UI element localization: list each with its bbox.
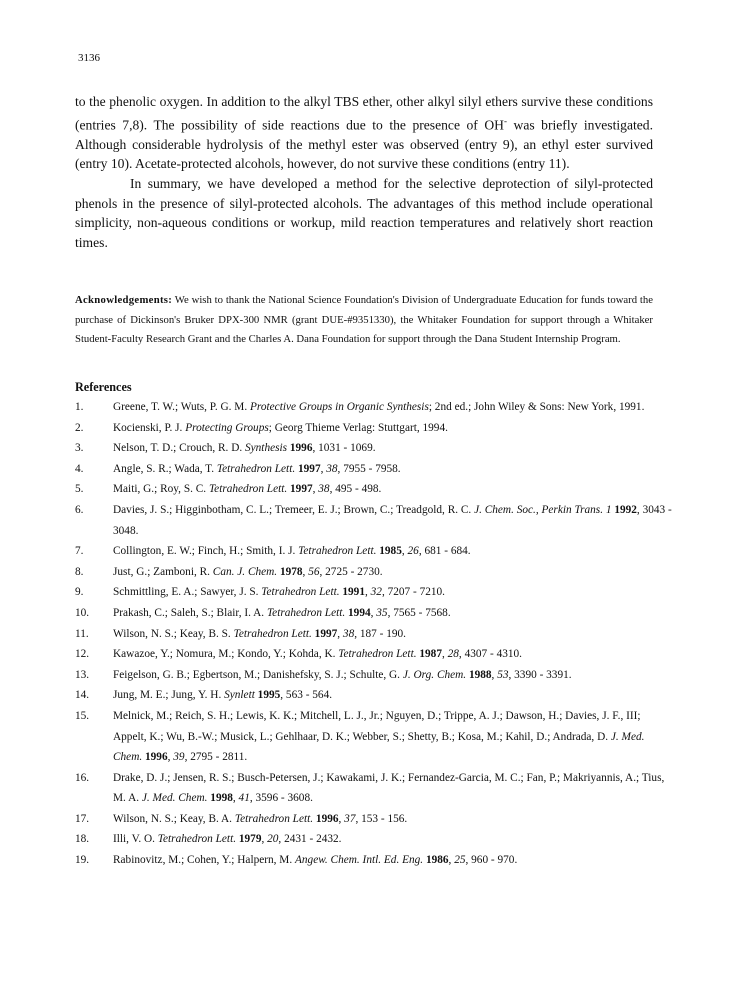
reference-authors: Kawazoe, Y.; Nomura, M.; Kondo, Y.; Kohda, K. [113,648,339,661]
reference-volume: 38 [326,462,338,475]
reference-number: 6. [75,503,84,516]
reference-year: 1987 [416,648,442,661]
reference-year: 1996 [313,812,339,825]
reference-authors: Wilson, N. S.; Keay, B. A. [113,812,235,825]
reference-year: 1997 [295,462,321,475]
reference-authors: Schmittling, E. A.; Sawyer, J. S. [113,586,262,599]
references-title: References [75,380,132,394]
reference-journal: Tetrahedron Lett. [261,586,340,599]
reference-journal: Protective Groups in Organic Synthesis [250,401,429,413]
reference-number: 11. [75,627,89,640]
reference-number: 14. [75,689,90,702]
reference-number: 10. [75,606,90,619]
reference-pages: , 2795 - 2811. [184,751,248,764]
reference-text: Illi, V. O. Tetrahedron Lett. 1979, 20, 2431 - 2432. [113,833,342,846]
reference-item [75,582,675,603]
reference-text: Wilson, N. S.; Keay, B. S. Tetrahedron Lett. 1997, 38, 187 - 190. [113,627,406,640]
reference-journal: Synlett [224,689,255,702]
reference-number: 18. [75,833,90,846]
reference-authors: Greene, T. W.; Wuts, P. G. M. [113,401,250,413]
reference-item [75,644,675,665]
reference-text: Drake, D. J.; Jensen, R. S.; Busch-Petersen, J.; Kawakami, J. K.; Fernandez-Garcia, M. C.; Fan, P.; Makriyannis, A.; Tius, M. A. J. Med. Chem. 1998, 41, 3596 - 3608. [113,771,665,805]
reference-journal: Tetrahedron Lett. [216,462,296,475]
reference-text [113,438,675,459]
reference-text: Maiti, G.; Roy, S. C. Tetrahedron Lett. 1997, 38, 495 - 498. [113,483,382,496]
reference-number: 9. [75,586,84,599]
reference-item [75,562,675,583]
reference-item [75,706,675,768]
reference-volume: 39 [173,751,185,764]
reference-journal: Protecting Groups [185,421,269,434]
reference-authors: Wilson, N. S.; Keay, B. S. [113,627,234,640]
reference-authors: Feigelson, G. B.; Egbertson, M.; Danishefsky, S. J.; Schulte, G. [113,668,403,681]
hydroxide-charge: - [503,115,507,126]
reference-text [113,418,675,439]
reference-pages: , 7565 - 7568. [387,606,451,619]
reference-text: Prakash, C.; Saleh, S.; Blair, I. A. Tetrahedron Lett. 1994, 35, 7565 - 7568. [113,606,451,619]
reference-number: 5. [75,483,84,496]
reference-year: 1997 [311,627,338,640]
reference-authors: Jung, M. E.; Jung, Y. H. [113,689,225,702]
reference-item [75,459,675,480]
reference-volume: 25 [454,854,466,867]
reference-journal: Tetrahedron Lett. [266,606,346,619]
references-section [75,380,675,871]
reference-text: Kawazoe, Y.; Nomura, M.; Kondo, Y.; Kohda, K. Tetrahedron Lett. 1987, 28, 4307 - 4310. [113,648,522,661]
reference-number: 15. [75,709,90,722]
reference-pages: , 563 - 564. [280,689,333,702]
reference-pages: , 495 - 498. [329,483,382,496]
reference-text [113,397,675,418]
paragraph-1 [75,92,653,174]
reference-number: 4. [75,462,84,475]
reference-authors: Nelson, T. D.; Crouch, R. D. [113,442,245,455]
reference-number: 19. [75,854,90,867]
reference-pages: , 681 - 684. [418,545,471,558]
reference-volume: 35 [376,606,388,619]
reference-year: 1996 [142,751,168,764]
reference-journal: Tetrahedron Lett. [338,648,417,661]
reference-item [75,418,675,439]
reference-year: 1995 [254,689,281,702]
acknowledgements [75,291,653,350]
reference-year: 1978 [277,565,303,578]
reference-journal: Tetrahedron Lett. [157,833,237,846]
reference-text: Just, G.; Zamboni, R. Can. J. Chem. 1978, 56, 2725 - 2730. [113,565,383,578]
reference-item [75,809,675,830]
reference-authors: Drake, D. J.; Jensen, R. S.; Busch-Petersen, J.; Kawakami, J. K.; Fernandez-Garcia, M. C.; Fan, P.; Makriyannis, A.; Tius, M. A. [113,771,665,805]
reference-number: 12. [75,648,90,661]
reference-authors: Just, G.; Zamboni, R. [113,565,213,578]
reference-volume: 32 [370,586,382,599]
reference-number: 8. [75,565,84,578]
reference-authors: Kocienski, P. J. [113,421,186,434]
reference-text: Melnick, M.; Reich, S. H.; Lewis, K. K.; Mitchell, L. J., Jr.; Nguyen, D.; Trippe, A. J.; Dawson, H.; Davies, J. F., III; Appelt, K.; Wu, B.-W.; Musick, L.; Gehlhaar, D. K.; Webber, S.; Shetty, B.; Kosa, M.; Kahil, D.; Andrada, D. J. Med. Chem. 1996, 39, 2795 - 2811. [113,709,645,764]
reference-volume: 20 [267,833,279,846]
reference-pages: , 1031 - 1069. [312,442,376,455]
reference-text: Angle, S. R.; Wada, T. Tetrahedron Lett. 1997, 38, 7955 - 7958. [113,462,401,475]
reference-year: 1991 [339,586,365,599]
reference-journal: Synthesis [245,442,288,455]
reference-volume: 28 [447,648,459,661]
paragraph-1-part-b: was briefly investigated. Although considerable hydrolysis of the methyl ester was observed (entry 9), an ethyl ester survived (entry 10). Acetate-protected alcohols, however, do not survive these conditions (entry 11). [75,117,653,172]
reference-item [75,665,675,686]
reference-text: Schmittling, E. A.; Sawyer, J. S. Tetrahedron Lett. 1991, 32, 7207 - 7210. [113,586,446,599]
reference-authors: Davies, J. S.; Higginbotham, C. L.; Tremeer, E. J.; Brown, C.; Treadgold, R. C. [113,503,475,516]
reference-text [113,685,675,706]
reference-authors: Rabinovitz, M.; Cohen, Y.; Halpern, M. [113,854,295,867]
reference-journal: Tetrahedron Lett. [298,545,377,558]
reference-authors: Melnick, M.; Reich, S. H.; Lewis, K. K.; Mitchell, L. J., Jr.; Nguyen, D.; Trippe, A. J.; Dawson, H.; Davies, J. F., III; Appelt, K.; Wu, B.-W.; Musick, L.; Gehlhaar, D. K.; Webber, S.; Shetty, B.; Kosa, M.; Kahil, D.; Andrada, D. [113,709,641,743]
reference-number: 16. [75,771,90,784]
reference-number: 7. [75,545,84,558]
acknowledgements-label: Acknowledgements: [75,294,173,306]
reference-item [75,541,675,562]
reference-year: 1988 [466,668,492,681]
reference-journal: Tetrahedron Lett. [234,812,314,825]
reference-authors: Collington, E. W.; Finch, H.; Smith, I. J. [113,545,299,558]
reference-text: Feigelson, G. B.; Egbertson, M.; Danishefsky, S. J.; Schulte, G. J. Org. Chem. 1988, 53, 3390 - 3391. [113,668,572,681]
reference-journal: Can. J. Chem. [212,565,278,578]
body-text [75,92,653,252]
reference-pages: , 960 - 970. [465,854,518,867]
reference-volume: 38 [318,483,330,496]
reference-pages: , 2431 - 2432. [278,833,342,846]
reference-year: 1994 [345,606,371,619]
reference-number: 2. [75,421,84,434]
reference-item [75,438,675,459]
reference-journal: J. Med. Chem. [113,730,645,764]
reference-number: 3. [75,442,84,455]
reference-volume: 41 [238,792,250,805]
reference-text: Collington, E. W.; Finch, H.; Smith, I. J. Tetrahedron Lett. 1985, 26, 681 - 684. [113,545,471,558]
page-number: 3136 [78,52,100,64]
reference-journal: J. Chem. Soc., Perkin Trans. 1 [474,503,612,516]
reference-number: 1. [75,401,84,413]
reference-authors: Prakash, C.; Saleh, S.; Blair, I. A. [113,606,267,619]
paragraph-2: In summary, we have developed a method for the selective deprotection of silyl-protected phenols in the presence of silyl-protected alcohols. The advantages of this method include operational simplicity, non-aqueous conditions or workup, mild reaction temperatures and relatively short reaction times. [75,175,653,250]
reference-item [75,479,675,500]
reference-year: 1992 [611,503,637,516]
paragraph-1-part-a: to the phenolic oxygen. In addition to the alkyl TBS ether, other alkyl silyl ethers survive these conditions (entries 7,8). The possibility of side reactions due to the presence of OH [75,94,653,133]
reference-volume: 56 [308,565,320,578]
reference-pages: , 3043 - 3048. [113,503,672,537]
reference-item [75,829,675,850]
reference-text: Wilson, N. S.; Keay, B. A. Tetrahedron Lett. 1996, 37, 153 - 156. [113,812,408,825]
reference-pages: , 7955 - 7958. [337,462,401,475]
reference-item [75,850,675,871]
reference-authors: Illi, V. O. [113,833,158,846]
reference-volume: 53 [497,668,509,681]
reference-volume: 38 [342,627,355,640]
reference-pages: , 7207 - 7210. [381,586,446,599]
reference-journal: Angew. Chem. Intl. Ed. Eng. [295,854,424,867]
reference-number: 17. [75,812,90,825]
reference-journal: Tetrahedron Lett. [208,483,288,496]
reference-item [75,768,675,809]
reference-year: 1997 [287,483,313,496]
references-list [75,397,675,871]
reference-pages: , 3390 - 3391. [508,668,572,681]
reference-number: 13. [75,668,90,681]
reference-year: 1998 [207,792,233,805]
reference-item [75,685,675,706]
reference-journal: J. Med. Chem. [141,792,208,805]
acknowledgements-text: We wish to thank the National Science Foundation's Division of Undergraduate Education for funds toward the purchase of Dickinson's Bruker DPX-300 NMR (grant DUE-#9351330), the Whitaker Foundation for support through a Whitaker Student-Faculty Research Grant and the Charles A. Dana Foundation for support through the Dana Student Internship Program. [75,294,653,346]
reference-item [75,603,675,624]
reference-year: 1996 [287,442,313,455]
reference-pages: , 2725 - 2730. [319,565,383,578]
reference-item [75,624,675,645]
reference-journal: Tetrahedron Lett. [233,627,312,640]
reference-year: 1979 [236,833,262,846]
reference-pages: , 4307 - 4310. [458,648,522,661]
reference-pages: , 153 - 156. [355,812,408,825]
reference-item [75,397,675,418]
reference-pages: ; 2nd ed.; John Wiley & Sons: New York, 1991. [428,401,645,413]
reference-pages: ; Georg Thieme Verlag: Stuttgart, 1994. [268,421,448,434]
reference-volume: 26 [407,545,419,558]
reference-text [113,500,675,541]
reference-year: 1986 [423,854,449,867]
reference-volume: 37 [344,812,356,825]
reference-item [75,500,675,541]
reference-text: Rabinovitz, M.; Cohen, Y.; Halpern, M. Angew. Chem. Intl. Ed. Eng. 1986, 25, 960 - 970. [113,854,518,867]
reference-pages: , 3596 - 3608. [249,792,313,805]
reference-year: 1985 [376,545,402,558]
reference-pages: , 187 - 190. [354,627,406,640]
reference-authors: Maiti, G.; Roy, S. C. [113,483,209,496]
reference-journal: J. Org. Chem. [402,668,467,681]
reference-authors: Angle, S. R.; Wada, T. [113,462,217,475]
